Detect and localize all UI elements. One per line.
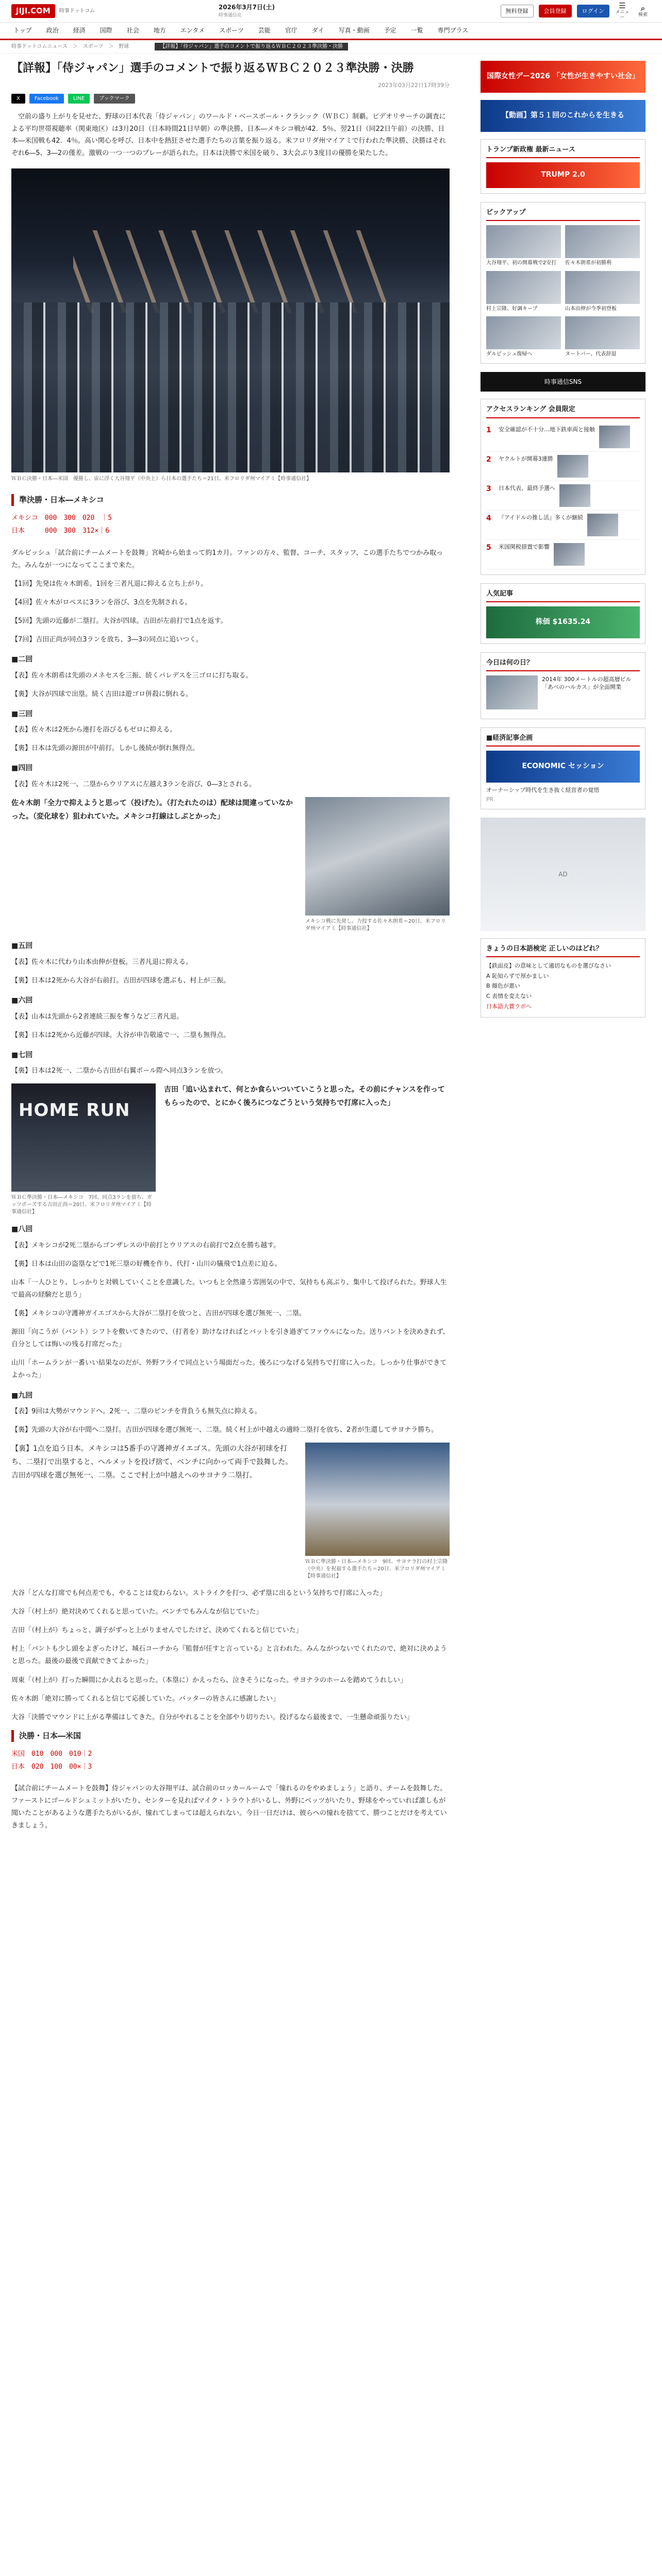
pickup-item[interactable]: 佐々木朗希が初勝利: [565, 225, 640, 267]
box-title: アクセスランキング 会員限定: [486, 404, 640, 418]
article-title: 【詳報】「侍ジャパン」選手のコメントで振り返るＷＢＣ２０２３準決勝・決勝: [11, 62, 414, 75]
free-register-button[interactable]: 無料登録: [501, 5, 534, 18]
figure-caption: メキシコ戦に先発し、力投する佐々木朗希＝20日、米フロリダ州マイアミ【時事通信社】: [305, 919, 446, 932]
box-title: トランプ新政権 最新ニュース: [486, 145, 640, 158]
paragraph: 【裏】日本は先頭の源田が中前打。しかし後続が倒れ無得点。: [11, 744, 200, 753]
main-nav: [0, 23, 662, 40]
nav-item[interactable]: 政治: [46, 27, 59, 35]
box-title: ピックアップ: [486, 208, 640, 221]
inning-heading: ■七回: [11, 1050, 33, 1059]
nav-item[interactable]: 一覧: [410, 27, 423, 35]
box-title: 人気記事: [486, 589, 640, 602]
pickup-item[interactable]: 山本由伸が今季初登板: [565, 271, 640, 313]
breadcrumb: [0, 40, 662, 54]
paragraph: 【表】山本は先頭から2者連続三振を奪うなど三者凡退。: [11, 1012, 184, 1021]
paragraph: 【裏】日本は山田の盗塁などで1死三塁の好機を作り、代打・山川の犠飛で1点差に迫る。: [11, 1260, 282, 1268]
hero-photo[interactable]: [11, 168, 450, 472]
home-run-board: HOME RUN: [19, 1100, 130, 1121]
promo-banner[interactable]: 国際女性デー2026 「女性が生きやすい社会」: [481, 61, 646, 93]
article-lead: 空前の盛り上がりを見せた、野球の日本代表「侍ジャパン」のワールド・ベースボール・クラシック（ＷＢＣ）制覇。ビデオリサーチの調査による平均世帯視聴率（関東地区）は3月20日（日本時間21日早朝）の準決勝、日本―メキシコ戦が42．5％、翌21日（同22日午前）の決勝、日本―米国戦も42．4％。高い関心を呼び、日本中を熱狂させた選手たちの言葉を振り返る。米フロリダ州マイアミで行われた準決勝、決勝はそれぞれ6―5、3―2の僅差。激戦の一つ一つのプレーが語られた。日本は決勝で米国を破り、3大会ぶり3度目の優勝を果たした。: [11, 113, 446, 157]
pickup-item[interactable]: 大谷翔平、初の開幕戦で2安打: [486, 225, 561, 267]
pickup-item[interactable]: 村上宗隆、好調キープ: [486, 271, 561, 313]
inning-heading: ■八回: [11, 1225, 33, 1234]
photo-figure: [11, 1443, 450, 1580]
nav-item[interactable]: 官庁: [285, 27, 297, 35]
today-box: [481, 652, 646, 719]
trump-news-box: [481, 139, 646, 194]
figure-photo[interactable]: [305, 797, 450, 916]
inning-heading: ■九回: [11, 1391, 33, 1400]
quote-paragraph: 大谷「（村上が）絶対決めてくれると思っていた。ベンチでもみんなが信じていた」: [11, 1608, 263, 1616]
nav-item[interactable]: 経済: [73, 27, 86, 35]
quote-paragraph: 吉田「（村上が）ちょっと、調子がずっと上がりませんでしたけど、決めてくれると信じていた」: [11, 1626, 303, 1635]
inning-heading: ■三回: [11, 709, 33, 718]
site-logo[interactable]: [11, 4, 95, 18]
popular-box: [481, 583, 646, 644]
ad-slot[interactable]: AD: [481, 818, 646, 931]
paragraph: 【裏】日本は2死から大谷が右前打。吉田が四球を選ぶも、村上が三振。: [11, 976, 230, 985]
article: [11, 61, 450, 1838]
box-title: きょうの日本語検定 正しいのはどれ？: [486, 944, 640, 957]
quote-paragraph: 大谷「どんな打席でも何点差でも、やることは変わらない。ストライクを打つ、必ず塁に出るという気持ちで打席に入った」: [11, 1589, 386, 1598]
access-ranking-box: [481, 399, 646, 574]
ranking-item[interactable]: 3 日本代表、最終予選へ: [486, 481, 640, 511]
search-icon[interactable]: ⌕ 検索: [638, 4, 648, 18]
inning-heading: ■五回: [11, 942, 33, 951]
share-line-button[interactable]: LINE: [68, 94, 90, 104]
photo-figure: [11, 797, 450, 933]
paragraph: 【1回】先発は佐々木朗希。1回を三者凡退に抑える立ち上がり。: [11, 580, 208, 588]
sidebar: [481, 61, 646, 1838]
paragraph: 【表】佐々木は2死から連打を浴びるもゼロに抑える。: [11, 726, 177, 734]
figure-photo[interactable]: [305, 1443, 450, 1556]
paragraph: 【7回】吉田正尚が同点3ランを放ち、3―3の同点に追いつく。: [11, 635, 203, 643]
economy-caption[interactable]: オーナーシップ時代を生き抜く経営者の覚悟: [486, 786, 600, 793]
nav-item[interactable]: エンタメ: [180, 27, 205, 35]
breadcrumb-sep: ＞: [72, 43, 78, 49]
quiz-option[interactable]: C 表情を変えない: [486, 993, 532, 1000]
nav-item[interactable]: 予定: [384, 27, 396, 35]
box-title: ■経済記事企画: [486, 733, 640, 747]
nav-item[interactable]: 国際: [100, 27, 112, 35]
paragraph: 【表】佐々木に代わり山本由伸が登板。三者凡退に抑える。: [11, 958, 193, 966]
figure-text: 【裏】1点を追う日本。メキシコは5番手の守護神ガイエゴス。先頭の大谷が初球を打ち、二塁打で出塁すると、ヘルメットを投げ捨て、ベンチに向かって両手で鼓舞した。吉田が四球を選び無死一、二塁。ここで村上が中越えへのサヨナラ二塁打。: [11, 1445, 293, 1480]
trump-banner[interactable]: TRUMP 2.0: [486, 162, 640, 188]
quiz-box: [481, 938, 646, 1018]
menu-icon[interactable]: ☰ メニュー: [615, 1, 630, 20]
nav-item[interactable]: トップ: [13, 27, 32, 35]
site-header: [0, 0, 662, 23]
nav-item[interactable]: ダイ: [311, 27, 324, 35]
ranking-item[interactable]: 5 米国関税措置で影響: [486, 540, 640, 569]
quiz-question: 【鉄面皮】の意味として適切なものを選びなさい: [486, 962, 611, 970]
quote-paragraph: 村上「バントも少し頭をよぎったけど、城石コーチから『監督が任すと言っている』と言われた。みんながつないでくれたので、絶対に決めようと思った。最後の最後で貢献できてよかった」: [11, 1645, 447, 1666]
paragraph: 【裏】メキシコの守護神ガイエゴスから大谷が二塁打を放つと、吉田が四球を選び無死一、二塁。: [11, 1310, 306, 1318]
logo-mark[interactable]: JIJI.COM: [11, 4, 55, 18]
quiz-option[interactable]: A 恥知らずで厚かましい: [486, 972, 549, 979]
today-item[interactable]: 2014年 300メートルの超高層ビル「あべのハルカス」が全面開業: [486, 675, 640, 709]
share-x-button[interactable]: X: [11, 94, 25, 104]
paragraph: 【裏】日本は2死一、二塁から吉田が右翼ポール際へ同点3ランを放つ。: [11, 1067, 227, 1075]
quote-paragraph: 山本「一人ひとり、しっかりと対戦していくことを意識した。いつもと全然違う雰囲気の中で、気持ちも高ぶり、集中して投げられた。野球人生で最高の経験だと思う」: [11, 1279, 447, 1299]
nav-item[interactable]: 社会: [126, 27, 139, 35]
figure-caption: ＷＢＣ準決勝・日本―メキシコ 9回、サヨナラ打の村上宗隆（中央）を祝福する選手たち＝20日、米フロリダ州マイアミ【時事通信社】: [305, 1559, 448, 1580]
sns-link[interactable]: 時事通信SNS: [481, 372, 646, 392]
paragraph: 【4回】佐々木がロペスに3ランを浴び、3点を先制される。: [11, 598, 192, 606]
logo-sub: 時事ドットコム: [59, 8, 95, 14]
ranking-item[interactable]: 4 『アイドルの推し活』多くが継続: [486, 511, 640, 540]
breadcrumb-sports[interactable]: スポーツ: [82, 43, 104, 49]
inning-heading: ■六回: [11, 996, 33, 1005]
quiz-link[interactable]: 日本語大賞ラボへ: [486, 1003, 532, 1010]
nav-item[interactable]: 芸能: [258, 27, 271, 35]
hero-caption: ＷＢＣ決勝・日本―米国 優勝し、宙に浮く大谷翔平（中央上）ら日本の選手たち＝21日、米フロリダ州マイアミ【時事通信社】: [11, 476, 312, 482]
section-heading: 決勝・日本―米国: [11, 1730, 450, 1742]
ranking-item[interactable]: 1 安全確認が不十分…地下鉄車両と接触: [486, 422, 640, 452]
paragraph: 【裏】日本は2死から近藤が四球。大谷が申告敬遠で一、二塁も無得点。: [11, 1031, 230, 1039]
ranking-item[interactable]: 2 ヤクルトが開幕3連勝: [486, 452, 640, 481]
paragraph: ダルビッシュ「試合前にチームメートを鼓舞」宮崎から始まって約1カ月。ファンの方々、監督、コーチ、スタッフ、この選手たちでつかみ取った。みんなが一つになってここまで来た。: [11, 549, 443, 569]
breadcrumb-headline[interactable]: 【詳報】「侍ジャパン」選手のコメントで振り返るＷＢＣ２０２３準決勝・決勝: [155, 43, 348, 51]
paragraph: 【表】メキシコが2死二塁からゴンザレスの中前打とウリアスの右前打で2点を勝ち越す。: [11, 1242, 280, 1250]
quiz-option[interactable]: B 顔色が悪い: [486, 982, 521, 990]
section-heading: 準決勝・日本―メキシコ: [11, 494, 450, 506]
score-row: 日本 000 300 312×｜6: [11, 527, 110, 535]
login-button[interactable]: ログイン: [577, 5, 609, 18]
scoreboard: [11, 512, 450, 537]
promo-banner[interactable]: 【動画】第５１回のこれからを生きる: [481, 100, 646, 132]
article-date: 2023年03月22日17時39分: [378, 81, 450, 89]
pickup-item[interactable]: ヌートバー、代表辞退: [565, 316, 640, 358]
figure-quote: 吉田「追い込まれて、何とか食らいついていこうと思った。その前にチャンスを作ってもらったので、とにかく後ろにつなごうという気持ちで打席に入った」: [164, 1086, 445, 1108]
nav-item[interactable]: 地方: [153, 27, 166, 35]
paragraph: 【5回】先頭の近藤が二塁打。大谷が四球。吉田が左前打で1点を返す。: [11, 617, 227, 625]
figure-caption: ＷＢＣ準決勝・日本―メキシコ 7回、同点3ランを放ち、ガッツポーズする吉田正尚＝20日、米フロリダ州マイアミ【時事通信社】: [11, 1195, 152, 1215]
nav-item[interactable]: スポーツ: [219, 27, 244, 35]
score-row: メキシコ 000 300 020 ｜5: [11, 514, 112, 522]
share-facebook-button[interactable]: Facebook: [29, 94, 64, 104]
pickup-box: [481, 202, 646, 364]
scoreboard: [11, 1748, 450, 1773]
paragraph: 【表】佐々木朗希は先頭のメネセスを三振、続くパレデスを三ゴロに打ち取る。: [11, 671, 253, 680]
inning-heading: ■四回: [11, 764, 33, 773]
score-row: 米国 010 000 010｜2: [11, 1750, 92, 1758]
quote-paragraph: 佐々木朗「絶対に勝ってくれると信じて応援していた。バッターの皆さんに感謝したい」: [11, 1694, 280, 1703]
photo-figure: [11, 1083, 450, 1216]
bookmark-button[interactable]: ブックマーク: [94, 94, 135, 104]
quote-paragraph: 山川「ホームランが一番いい結果なのだが、外野フライで同点という場面だった。後ろにつなげる気持ちで打席に入った。しっかり仕事ができてよかった」: [11, 1359, 447, 1380]
header-date: 2026年3月7日(土) 時事通信社: [218, 4, 275, 18]
pr-label: PR: [486, 795, 494, 803]
nav-item[interactable]: 専門プラス: [437, 27, 469, 35]
nav-item[interactable]: 写真・動画: [338, 27, 370, 35]
economy-box: [481, 727, 646, 809]
member-register-button[interactable]: 会員登録: [539, 5, 572, 18]
inning-heading: ■二回: [11, 655, 33, 664]
paragraph: 【表】9回は大勢がマウンドへ。2死一、二塁のピンチを背負うも無失点に抑える。: [11, 1408, 261, 1416]
quote-paragraph: 大谷「決勝でマウンドに上がる準備はしてきた。自分がやれることを全部やり切りたい。投げるなら最後まで、一生懸命頑張りたい」: [11, 1713, 413, 1721]
paragraph: 【表】佐々木は2死一、二塁からウリアスに左越え3ランを浴び、0―3とされる。: [11, 781, 256, 789]
breadcrumb-home[interactable]: 時事ドットコムニュース: [11, 43, 68, 49]
figure-quote: 佐々木朗「全力で抑えようと思って（投げた）。（打たれたのは）配球は間違っていなかった。（変化球を）狙われていた。メキシコ打線はしぶとかった」: [11, 799, 293, 821]
quote-paragraph: 源田「向こうが（バント）シフトを敷いてきたので、（打者を）助けなければとバットを引き過ぎてファウルになった。送りバントを決めきれず、自分としては悔いの残る打席だった」: [11, 1328, 450, 1349]
stock-banner[interactable]: 株価 $1635.24: [486, 606, 640, 638]
share-buttons: [11, 94, 450, 104]
figure-photo[interactable]: [11, 1083, 156, 1192]
paragraph: 【裏】先頭の大谷が右中間へ二塁打。吉田が四球を選び無死一、二塁。続く村上が中越えの適時二塁打を放ち、2者が生還してサヨナラ勝ち。: [11, 1426, 438, 1434]
pickup-item[interactable]: ダルビッシュ復帰へ: [486, 316, 561, 358]
breadcrumb-baseball[interactable]: 野球: [119, 43, 129, 49]
breadcrumb-sep: ＞: [108, 43, 114, 49]
paragraph: 【裏】大谷が四球で出塁。続く吉田は遊ゴロ併殺に倒れる。: [11, 690, 193, 698]
quote-paragraph: 周東「（村上が）打った瞬間にかえれると思った。（本塁に）かえったら、泣きそうになった。サヨナラのホームを踏めてうれしい」: [11, 1676, 407, 1684]
score-row: 日本 020 100 00×｜3: [11, 1762, 92, 1771]
economy-banner[interactable]: ECONOMIC セッション: [486, 751, 640, 783]
paragraph: 【試合前にチームメートを鼓舞】侍ジャパンの大谷翔平は、試合前のロッカールームで「憧れるのをやめましょう」と語り、チームを鼓舞した。ファーストにゴールドシュミットがいたり、センターを見ればマイク・トラウトがいるし、外野にベッツがいたり、野球をやっていれば誰しもが聞いたことがあるような選手たちがいるが、憧れてしまっては超えられない。今日一日だけは、彼らへの憧れを捨てて、勝つことだけを考えていきましょう。: [11, 1785, 447, 1830]
box-title: 今日は何の日？: [486, 658, 640, 671]
